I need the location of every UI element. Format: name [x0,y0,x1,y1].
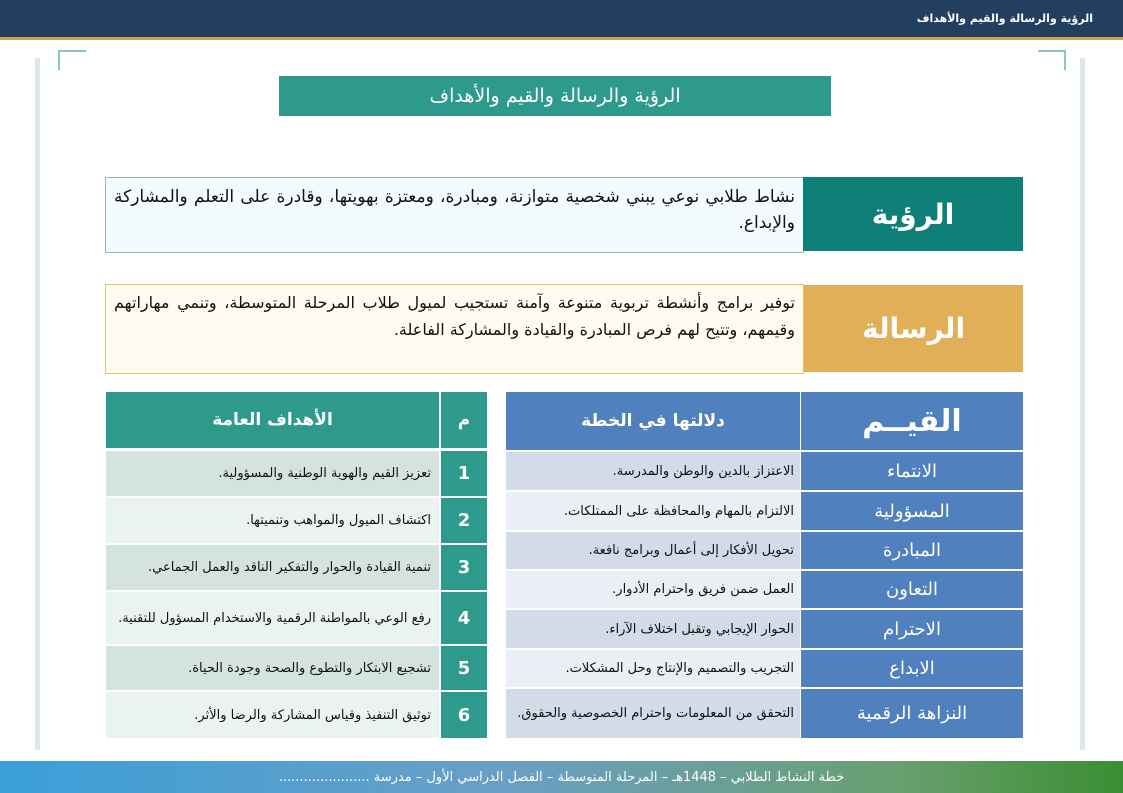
objective-number: 5 [441,646,487,690]
objective-number: 6 [441,692,487,738]
page-title: الرؤية والرسالة والقيم والأهداف [279,76,831,116]
frame-left-bar [35,58,40,750]
objective-text: تعزيز القيم والهوية الوطنية والمسؤولية. [106,451,439,496]
vision-label: الرؤية [803,177,1023,251]
vision-text: نشاط طلابي نوعي يبني شخصية متوازنة، ومبادرة، ومعتزة بهويتها، وقادرة على التعلم والمشاركة والإبداع. [105,177,804,253]
objectives-header-number: م [441,392,487,448]
objective-number: 2 [441,498,487,543]
value-meaning: العمل ضمن فريق واحترام الأدوار. [506,571,800,608]
value-meaning: التحقق من المعلومات واحترام الخصوصية والحقوق. [506,689,800,738]
values-header-title: القيــم [801,392,1023,450]
objective-number: 1 [441,451,487,496]
objective-text: تشجيع الابتكار والتطوع والصحة وجودة الحياة. [106,646,439,690]
objective-text: تنمية القيادة والحوار والتفكير الناقد والعمل الجماعي. [106,545,439,590]
values-header-meaning: دلالتها في الخطة [506,392,800,450]
footer-text: خطة النشاط الطلابي – 1448هـ – المرحلة المتوسطة – الفصل الدراسي الأول – مدرسة ...................... [0,761,1123,793]
header-title: الرؤية والرسالة والقيم والأهداف [916,12,1093,25]
value-name: الانتماء [801,452,1023,490]
frame-right-bar [1080,58,1085,750]
objective-text: اكتشاف الميول والمواهب وتنميتها. [106,498,439,543]
objective-number: 4 [441,592,487,644]
value-name: المسؤولية [801,492,1023,530]
objective-text: توثيق التنفيذ وقياس المشاركة والرضا والأثر. [106,692,439,738]
objectives-header-title: الأهداف العامة [106,392,439,448]
corner-decoration-right [1038,50,1066,70]
value-meaning: الالتزام بالمهام والمحافظة على الممتلكات. [506,492,800,530]
value-meaning: الاعتزاز بالدين والوطن والمدرسة. [506,452,800,490]
value-meaning: الحوار الإيجابي وتقبل اختلاف الآراء. [506,610,800,648]
mission-text: توفير برامج وأنشطة تربوية متنوعة وآمنة تستجيب لميول طلاب المرحلة المتوسطة، وتنمي مهاراتهم وقيمهم، وتتيح لهم فرص المبادرة والقيادة والمشاركة الفاعلة. [105,284,804,374]
value-name: التعاون [801,571,1023,608]
value-meaning: تحويل الأفكار إلى أعمال وبرامج نافعة. [506,532,800,569]
mission-label: الرسالة [804,285,1023,372]
value-name: الابداع [801,650,1023,687]
objective-text: رفع الوعي بالمواطنة الرقمية والاستخدام المسؤول للتقنية. [106,592,439,644]
value-name: الاحترام [801,610,1023,648]
top-bar-accent [0,37,1123,40]
corner-decoration-left [58,50,86,70]
objective-number: 3 [441,545,487,590]
value-name: النزاهة الرقمية [801,689,1023,738]
value-meaning: التجريب والتصميم والإنتاج وحل المشكلات. [506,650,800,687]
value-name: المبادرة [801,532,1023,569]
